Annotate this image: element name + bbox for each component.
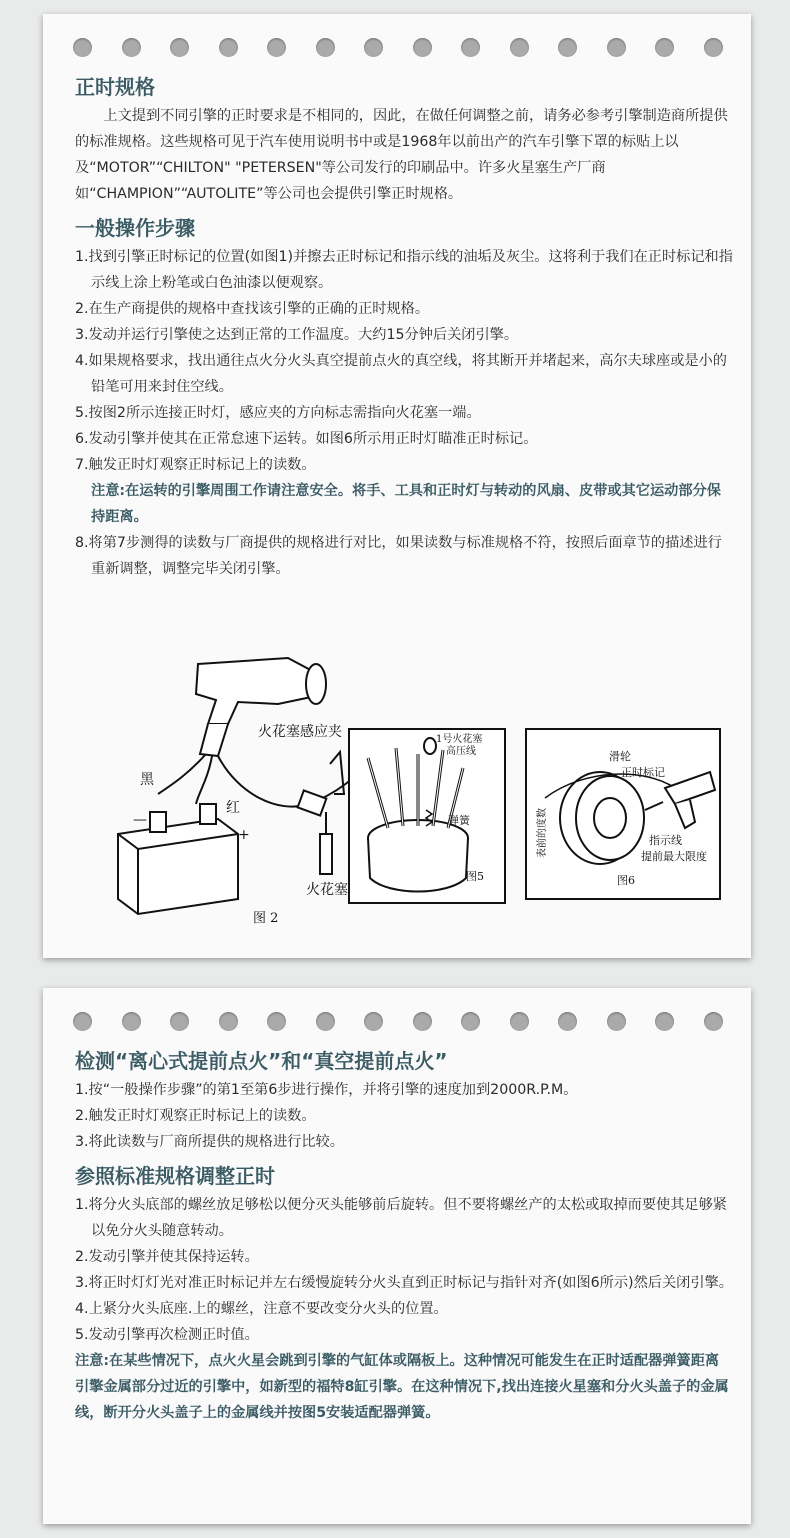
binder-hole (510, 1012, 529, 1031)
binder-holes (73, 38, 723, 58)
list-item: 5.按图2所示连接正时灯，感应夹的方向标志需指向火花塞一端。 (75, 405, 481, 421)
binder-hole (510, 38, 529, 57)
list-item: 2.触发正时灯观察正时标记上的读数。 (75, 1108, 316, 1124)
binder-hole (364, 1012, 383, 1031)
section-title-adjust-timing: 参照标准规格调整正时 (75, 1164, 275, 1188)
fig5-wire-label-1: 1号火花塞 (436, 734, 483, 745)
fig5-wire-label-2: 高压线 (446, 746, 476, 757)
card1-content (75, 74, 733, 582)
binder-hole (267, 1012, 286, 1031)
general-steps-list-cont (75, 530, 733, 582)
fig2-clip-label: 火花塞感应夹 (258, 724, 342, 740)
figure-5-diagram (348, 728, 506, 904)
section-title-general-steps: 一般操作步骤 (75, 216, 195, 240)
instruction-card-1 (43, 14, 751, 958)
binder-hole (413, 1012, 432, 1031)
list-item: 4.上紧分火头底座.上的螺丝，注意不要改变分火头的位置。 (75, 1301, 448, 1317)
fig6-caption: 图6 (617, 874, 635, 887)
binder-hole (316, 1012, 335, 1031)
list-item: 7.触发正时灯观察正时标记上的读数。 (75, 457, 316, 473)
binder-hole (704, 38, 723, 57)
figures-area (43, 644, 751, 934)
binder-hole (704, 1012, 723, 1031)
binder-hole (122, 1012, 141, 1031)
fig6-pulley-label: 滑轮 (609, 750, 631, 763)
fig6-pointer-label: 指示线 (649, 834, 682, 847)
list-item: 2.发动引擎并使其保持运转。 (75, 1249, 259, 1265)
section-title-advance-test: 检测“离心式提前点火”和“真空提前点火” (75, 1049, 448, 1073)
binder-hole (170, 38, 189, 57)
list-item: 1.将分火头底部的螺丝放足够松以便分灭头能够前后旋转。但不要将螺丝产的太松或取掉而要使其足够紧以免分火头随意转动。 (75, 1197, 727, 1239)
binder-hole (413, 38, 432, 57)
binder-hole (219, 1012, 238, 1031)
list-item: 3.将此读数与厂商所提供的规格进行比较。 (75, 1134, 344, 1150)
fig2-caption: 图 2 (253, 911, 279, 924)
binder-hole (316, 38, 335, 57)
binder-hole (170, 1012, 189, 1031)
binder-hole (607, 1012, 626, 1031)
binder-hole (655, 1012, 674, 1031)
binder-hole (607, 38, 626, 57)
binder-hole (73, 1012, 92, 1031)
fig2-minus-label: — (133, 812, 147, 828)
fig2-plug-label: 火花塞 (306, 882, 348, 898)
binder-hole (219, 38, 238, 57)
figure-2-diagram (78, 644, 378, 924)
section-title-timing-spec: 正时规格 (75, 75, 155, 99)
fig6-scale-label: 表前的度数 (537, 808, 548, 858)
card2-content (75, 1048, 733, 1426)
caution-note: 注意:在某些情况下，点火火星会跳到引擎的气缸体或隔板上。这种情况可能发生在正时适配器弹簧距离引擎金属部分过近的引擎中，如新型的福特8缸引擎。在这种情况下,找出连接火星塞和分火头盖子的金属线，断开分火头盖子上的金属线并按图5安装适配器弹簧。 (75, 1353, 729, 1421)
fig2-plus-label: + (238, 827, 250, 843)
safety-note: 注意:在运转的引擎周围工作请注意安全。将手、工具和正时灯与转动的风扇、皮带或其它运动部分保持距离。 (91, 483, 721, 525)
adjust-timing-steps (75, 1192, 733, 1348)
fig6-advance-label: 提前最大限度 (641, 850, 707, 863)
advance-test-steps (75, 1077, 733, 1155)
figure-6-diagram (525, 728, 721, 900)
list-item: 3.将正时灯灯光对准正时标记并左右缓慢旋转分火头直到正时标记与指针对齐(如图6所示)然后关闭引擎。 (75, 1275, 733, 1291)
instruction-card-2 (43, 988, 751, 1524)
binder-hole (73, 38, 92, 57)
binder-holes (73, 1012, 723, 1032)
fig5-spring-label: 弹簧 (448, 814, 470, 827)
list-item: 6.发动引擎并使其在正常怠速下运转。如图6所示用正时灯瞄准正时标记。 (75, 431, 538, 447)
list-item: 8.将第7步测得的读数与厂商提供的规格进行对比，如果读数与标准规格不符，按照后面章节的描述进行重新调整，调整完毕关闭引擎。 (75, 535, 722, 577)
binder-hole (461, 1012, 480, 1031)
binder-hole (122, 38, 141, 57)
binder-hole (364, 38, 383, 57)
binder-hole (267, 38, 286, 57)
fig2-black-label: 黑 (140, 772, 154, 788)
intro-paragraph: 上文提到不同引擎的正时要求是不相同的，因此，在做任何调整之前，请务必参考引擎制造商所提供的标准规格。这些规格可见于汽车使用说明书中或是1968年以前出产的汽车引擎下罩的标贴上以及“MOTOR”“CHILTON" "PETERSEN"等公司发行的印刷品中。许多火星塞生产厂商如“CHAMPION”“AUTOLITE”等公司也会提供引擎正时规格。 (75, 108, 728, 202)
fig5-caption: 图5 (466, 870, 484, 883)
list-item: 5.发动引擎再次检测正时值。 (75, 1327, 259, 1343)
list-item: 1.按“一般操作步骤”的第1至第6步进行操作，并将引擎的速度加到2000R.P.M。 (75, 1082, 578, 1098)
fig2-red-label: 红 (226, 800, 240, 816)
list-item: 1.找到引擎正时标记的位置(如图1)并擦去正时标记和指示线的油垢及灰尘。这将利于我们在正时标记和指示线上涂上粉笔或白色油漆以便观察。 (75, 249, 733, 291)
fig6-mark-label: 正时标记 (621, 766, 665, 779)
general-steps-list (75, 244, 733, 478)
binder-hole (461, 38, 480, 57)
binder-hole (558, 38, 577, 57)
binder-hole (655, 38, 674, 57)
binder-hole (558, 1012, 577, 1031)
list-item: 3.发动并运行引擎使之达到正常的工作温度。大约15分钟后关闭引擎。 (75, 327, 519, 343)
list-item: 2.在生产商提供的规格中查找该引擎的正确的正时规格。 (75, 301, 430, 317)
list-item: 4.如果规格要求，找出通往点火分火头真空提前点火的真空线，将其断开并堵起来，高尔夫球座或是小的铅笔可用来封住空线。 (75, 353, 727, 395)
